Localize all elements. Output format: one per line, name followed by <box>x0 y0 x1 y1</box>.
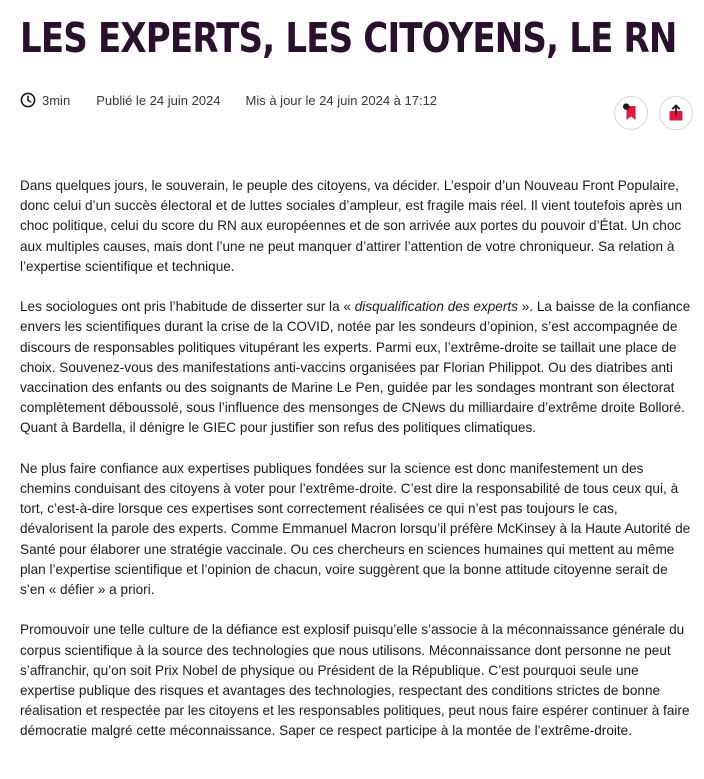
bookmark-button[interactable] <box>614 96 648 130</box>
article-paragraph: Les sociologues ont pris l’habitude de disserter sur la « disqualification des experts ». La baisse de la confiance envers les scientifiques durant la crise de la COVID, notée par les sondeurs d’opinion, s’est accompagnée de discours de responsables politiques vitupérant les experts. Parmi eux, l’extrême-droite se taillait une place de choix. Souvenez-vous des manifestations anti-vaccins organisées par Florian Philippot. Ou des diatribes anti vaccination des enfants ou des soignants de Marine Le Pen, guidée par les sondages montrant son électorat complètement déboussolé, sous l’influence des mensonges de CNews du milliardaire d’extrême droite Bolloré. Quant à Bardella, il dénigre le GIEC pour justifier son refus des politiques climatiques. <box>20 299 691 436</box>
updated-date: Mis à jour le 24 juin 2024 à 17:12 <box>245 92 438 108</box>
article-actions <box>614 96 693 130</box>
share-icon <box>666 103 686 123</box>
reading-time: 3min <box>42 92 71 108</box>
clock-icon <box>20 92 36 108</box>
share-button[interactable] <box>659 96 693 130</box>
article-body <box>20 176 692 762</box>
article-paragraph: Promouvoir une telle culture de la défiance est explosif puisqu’elle s’associe à la méconnaissance générale du corpus scientifique à la source des technologies que nous utilisons. Méconnaissance dont personne ne peut s’affranchir, qu’on soit Prix Nobel de physique ou Président de la République. C’est pourquoi seule une expertise publique des risques et avantages des technologies, respectant des conditions strictes de bonne réalisation et respectée par les citoyens et les responsables politiques, peut nous faire espérer continuer à faire démocratie malgré cette méconnaissance. Saper ce respect participe à la montée de l’extrême-droite. <box>20 622 690 739</box>
article-meta <box>20 92 437 108</box>
article-title: LES EXPERTS, LES CITOYENS, LE RN <box>20 14 677 62</box>
published-date: Publié le 24 juin 2024 <box>96 92 221 108</box>
article-paragraph: Ne plus faire confiance aux expertises publiques fondées sur la science est donc manifestement un des chemins conduisant des citoyens à voter pour l’extrême-droite. C’est dire la responsabilité de tous ceux qui, à tort, c’est-à-dire lorsque ces expertises sont correctement réalisées ce qui n’est pas toujours le cas, dévalorisent la parole des experts. Comme Emmanuel Macron lorsqu’il préfère McKinsey à la Haute Autorité de Santé pour élaborer une stratégie vaccinale. Ou ces chercheurs en sciences humaines qui mettent au même plan l’expertise scientifique et l’opinion de chacun, voire suggèrent que la bonne attitude citoyenne serait de s’en « défier » a priori. <box>20 460 691 598</box>
emphasis: disqualification des experts <box>354 299 518 315</box>
article-paragraph: Dans quelques jours, le souverain, le peuple des citoyens, va décider. L’espoir d’un Nouveau Front Populaire, donc celui d’un succès électoral et de luttes sociales d’ampleur, est fragile mais réel. Il vient toutefois après un choc politique, celui du score du RN aux européennes et de son arrivée aux portes du pouvoir d’État. Un choc aux multiples causes, mais dont l’une ne peut manquer d’attirer l’attention de votre chroniqueur. Sa relation à l’expertise scientifique et technique. <box>20 178 682 274</box>
bookmark-icon <box>621 103 641 123</box>
